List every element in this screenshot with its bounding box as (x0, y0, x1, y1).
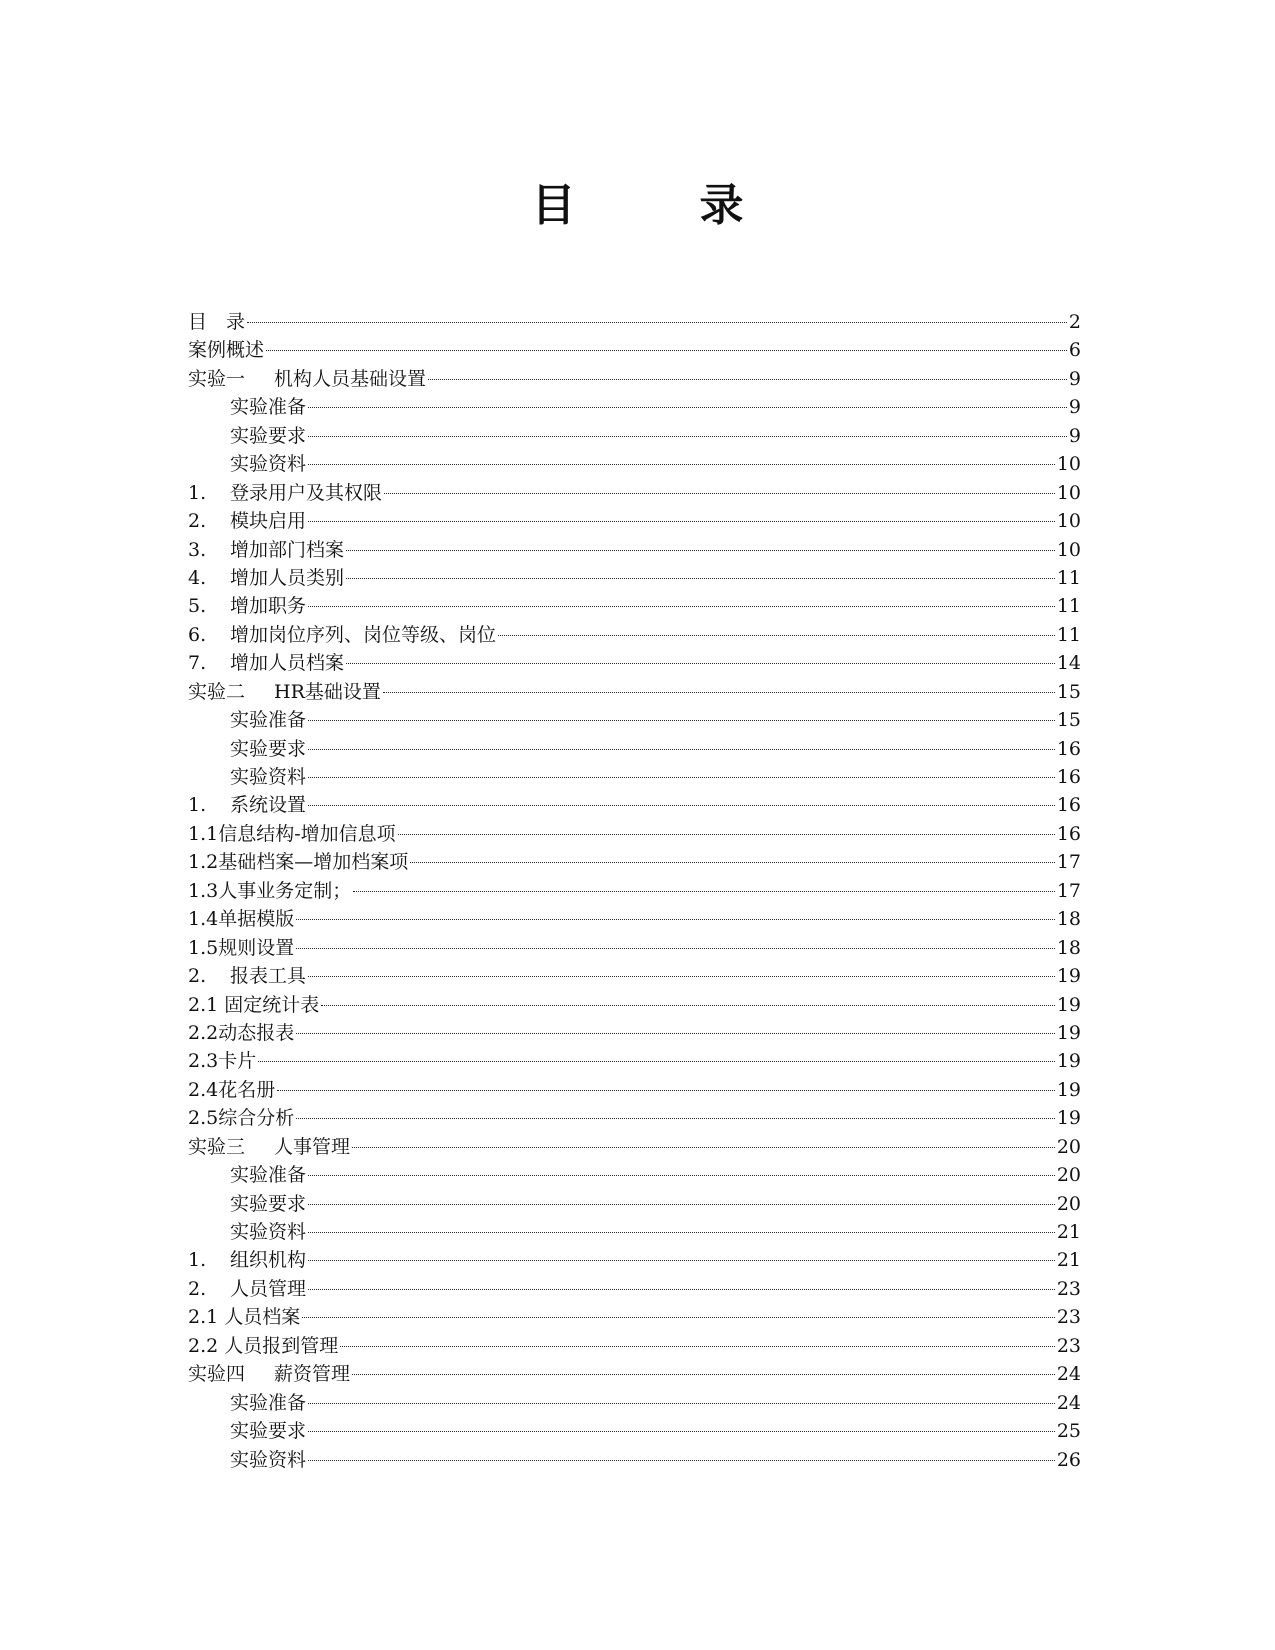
toc-page-number: 24 (1056, 1391, 1081, 1414)
toc-entry[interactable] (188, 877, 1081, 905)
toc-page-number: 18 (1056, 908, 1081, 931)
toc-page-number: 15 (1056, 709, 1081, 732)
toc-dot-leader (296, 919, 1055, 920)
toc-entry-title: 2.1 人员档案 (188, 1306, 301, 1329)
toc-page-number: 23 (1056, 1334, 1081, 1357)
toc-entry-title: 实验资料 (230, 1448, 307, 1471)
toc-entry-number: 6. (188, 623, 207, 646)
toc-entry[interactable] (188, 1076, 1081, 1104)
toc-dot-leader (308, 521, 1055, 522)
toc-page-number: 21 (1056, 1221, 1081, 1243)
toc-entry[interactable] (188, 1303, 1081, 1331)
toc-entry-title: 目 录 (188, 311, 246, 333)
toc-entry-title: 2.1 固定统计表 (188, 993, 320, 1016)
toc-dot-leader (258, 1061, 1055, 1062)
toc-page-number: 10 (1056, 453, 1081, 476)
toc-entry[interactable] (188, 1133, 1081, 1161)
toc-page-number: 6 (1068, 339, 1081, 362)
toc-entry-title: 实验准备 (230, 1391, 307, 1414)
toc-dot-leader (384, 493, 1055, 494)
toc-dot-leader (352, 1147, 1055, 1148)
toc-page-number: 11 (1056, 595, 1081, 618)
toc-dot-leader (247, 322, 1067, 323)
toc-entry-number: 2. (188, 1277, 207, 1300)
toc-entry-title: 实验资料 (230, 1221, 307, 1243)
toc-dot-leader (308, 1260, 1055, 1261)
toc-page-number: 14 (1056, 652, 1081, 675)
toc-page-number: 18 (1056, 936, 1081, 959)
toc-dot-leader (353, 891, 1055, 892)
toc-page-number: 9 (1068, 396, 1081, 419)
toc-entry[interactable] (188, 1417, 1081, 1445)
toc-dot-leader (346, 663, 1055, 664)
toc-dot-leader (428, 379, 1067, 380)
toc-dot-leader (308, 464, 1055, 465)
toc-entry[interactable] (188, 1047, 1081, 1075)
toc-dot-leader (346, 578, 1055, 579)
toc-entry-title: 2.2 人员报到管理 (188, 1334, 339, 1357)
toc-entry-title: 增加人员档案 (230, 652, 345, 675)
toc-page-number: 23 (1056, 1277, 1081, 1300)
toc-entry-title: 1.1信息结构-增加信息项 (188, 822, 396, 845)
toc-chapter-label: 实验四 (188, 1363, 246, 1386)
toc-entry-number: 2. (188, 510, 207, 533)
toc-page-number: 9 (1068, 367, 1081, 390)
toc-entry-title: 1.2基础档案—增加档案项 (188, 851, 409, 874)
toc-dot-leader (308, 976, 1055, 977)
toc-page-number: 11 (1056, 623, 1081, 646)
toc-entry-number: 4. (188, 566, 207, 589)
toc-entry-number: 2. (188, 965, 207, 988)
toc-entry-title: 报表工具 (230, 965, 307, 988)
toc-page-number: 19 (1056, 993, 1081, 1016)
toc-entry-number: 1. (188, 1249, 207, 1272)
toc-dot-leader (308, 407, 1067, 408)
toc-dot-leader (296, 948, 1055, 949)
toc-entry[interactable] (188, 1332, 1081, 1360)
toc-entry-title: 1.3人事业务定制； (188, 879, 352, 902)
toc-entry[interactable] (188, 365, 1081, 393)
table-of-contents (188, 308, 1081, 1474)
toc-entry[interactable] (188, 1389, 1081, 1417)
toc-entry[interactable] (188, 1161, 1081, 1189)
toc-entry[interactable] (188, 678, 1081, 706)
toc-dot-leader (296, 1033, 1055, 1034)
toc-page-number: 20 (1056, 1192, 1081, 1215)
toc-page-number: 16 (1056, 766, 1081, 788)
toc-dot-leader (308, 777, 1055, 778)
toc-entry[interactable] (188, 450, 1081, 478)
toc-dot-leader (277, 1090, 1055, 1091)
toc-entry-title: 人事管理 (274, 1135, 351, 1158)
toc-page-number: 16 (1056, 794, 1081, 817)
toc-entry-title: 人员管理 (230, 1277, 307, 1300)
toc-page-number: 2 (1068, 311, 1081, 333)
toc-entry-title: 系统设置 (230, 794, 307, 817)
toc-entry-number: 3. (188, 538, 207, 561)
toc-page-number: 15 (1056, 680, 1081, 703)
toc-entry-title: 实验要求 (230, 737, 307, 760)
toc-entry-title: 登录用户及其权限 (230, 481, 383, 504)
toc-entry-number: 1. (188, 481, 207, 504)
toc-dot-leader (308, 1460, 1055, 1461)
toc-chapter-label: 实验一 (188, 367, 246, 390)
toc-entry[interactable] (188, 1104, 1081, 1132)
toc-page-number: 17 (1056, 851, 1081, 874)
toc-entry[interactable] (188, 308, 1081, 336)
toc-entry-title: 实验资料 (230, 453, 307, 476)
toc-entry-title: 实验准备 (230, 1164, 307, 1187)
toc-dot-leader (308, 606, 1055, 607)
toc-entry-title: 1.4单据模版 (188, 908, 295, 931)
toc-entry[interactable] (188, 1218, 1081, 1246)
toc-entry-title: 模块启用 (230, 510, 307, 533)
toc-page-number: 11 (1056, 566, 1081, 589)
toc-entry[interactable] (188, 791, 1081, 819)
toc-page-number: 16 (1056, 822, 1081, 845)
toc-entry[interactable] (188, 735, 1081, 763)
toc-page-number: 23 (1056, 1306, 1081, 1329)
toc-entry[interactable] (188, 621, 1081, 649)
toc-entry-title: 实验要求 (230, 424, 307, 447)
toc-dot-leader (308, 1232, 1055, 1233)
toc-dot-leader (296, 1118, 1055, 1119)
toc-page-number: 20 (1056, 1135, 1081, 1158)
toc-entry[interactable] (188, 1019, 1081, 1047)
toc-entry[interactable] (188, 820, 1081, 848)
toc-page-number: 20 (1056, 1164, 1081, 1187)
toc-page-number: 16 (1056, 737, 1081, 760)
toc-entry[interactable] (188, 848, 1081, 876)
toc-entry-number: 7. (188, 652, 207, 675)
toc-entry-title: 组织机构 (230, 1249, 307, 1272)
toc-entry-title: 增加人员类别 (230, 566, 345, 589)
toc-entry[interactable] (188, 592, 1081, 620)
toc-entry-title: 机构人员基础设置 (274, 367, 427, 390)
toc-entry[interactable] (188, 706, 1081, 734)
toc-dot-leader (308, 720, 1055, 721)
toc-dot-leader (340, 1346, 1055, 1347)
toc-dot-leader (308, 749, 1055, 750)
toc-page-number: 21 (1056, 1249, 1081, 1272)
toc-entry-title: 实验准备 (230, 709, 307, 732)
toc-entry[interactable] (188, 564, 1081, 592)
toc-dot-leader (308, 436, 1067, 437)
toc-page-number: 19 (1056, 1050, 1081, 1073)
toc-page-number: 10 (1056, 481, 1081, 504)
toc-entry-title: 增加部门档案 (230, 538, 345, 561)
toc-entry-number: 1. (188, 794, 207, 817)
toc-entry[interactable] (188, 905, 1081, 933)
toc-entry[interactable] (188, 649, 1081, 677)
toc-dot-leader (498, 635, 1055, 636)
toc-dot-leader (308, 1403, 1055, 1404)
toc-page-number: 25 (1056, 1420, 1081, 1443)
toc-entry[interactable] (188, 479, 1081, 507)
toc-dot-leader (308, 1204, 1055, 1205)
toc-entry-title: 增加职务 (230, 595, 307, 618)
toc-entry[interactable] (188, 763, 1081, 791)
toc-entry[interactable] (188, 934, 1081, 962)
toc-entry[interactable] (188, 1446, 1081, 1474)
toc-dot-leader (308, 1431, 1055, 1432)
toc-dot-leader (308, 1175, 1055, 1176)
toc-entry-title: 2.3卡片 (188, 1050, 257, 1073)
toc-entry-title: 2.5综合分析 (188, 1107, 295, 1130)
toc-entry[interactable] (188, 507, 1081, 535)
toc-entry[interactable] (188, 336, 1081, 364)
toc-page-number: 24 (1056, 1363, 1081, 1386)
toc-entry-title: 2.2动态报表 (188, 1021, 295, 1044)
toc-chapter-label: 实验三 (188, 1135, 246, 1158)
toc-page-number: 19 (1056, 1107, 1081, 1130)
toc-dot-leader (266, 350, 1067, 351)
toc-entry[interactable] (188, 962, 1081, 990)
toc-entry-title: 实验要求 (230, 1192, 307, 1215)
toc-entry[interactable] (188, 393, 1081, 421)
toc-page-number: 10 (1056, 510, 1081, 533)
toc-entry-title: 案例概述 (188, 339, 265, 362)
page-title: 目 录 (531, 180, 784, 231)
toc-entry[interactable] (188, 422, 1081, 450)
toc-dot-leader (321, 1005, 1055, 1006)
toc-page-number: 26 (1056, 1448, 1081, 1471)
toc-dot-leader (302, 1317, 1055, 1318)
toc-entry-title: 1.5规则设置 (188, 936, 295, 959)
toc-entry-number: 5. (188, 595, 207, 618)
toc-entry-title: 实验资料 (230, 766, 307, 788)
toc-entry[interactable] (188, 1190, 1081, 1218)
toc-entry-title: 2.4花名册 (188, 1078, 276, 1101)
toc-entry-title: HR基础设置 (274, 680, 381, 703)
toc-dot-leader (308, 1289, 1055, 1290)
toc-entry-title: 实验要求 (230, 1420, 307, 1443)
toc-dot-leader (346, 550, 1055, 551)
toc-page-number: 19 (1056, 1021, 1081, 1044)
toc-entry[interactable] (188, 536, 1081, 564)
toc-entry-title: 薪资管理 (274, 1363, 351, 1386)
toc-page-number: 17 (1056, 879, 1081, 902)
toc-page-number: 19 (1056, 965, 1081, 988)
toc-page-number: 19 (1056, 1078, 1081, 1101)
toc-dot-leader (410, 862, 1055, 863)
toc-dot-leader (383, 692, 1055, 693)
toc-entry-title: 增加岗位序列、岗位等级、岗位 (230, 623, 497, 646)
toc-dot-leader (352, 1374, 1055, 1375)
toc-entry[interactable] (188, 1360, 1081, 1388)
toc-entry[interactable] (188, 1275, 1081, 1303)
toc-page-number: 9 (1068, 424, 1081, 447)
toc-entry-title: 实验准备 (230, 396, 307, 419)
toc-chapter-label: 实验二 (188, 680, 246, 703)
toc-page-number: 10 (1056, 538, 1081, 561)
toc-dot-leader (398, 834, 1055, 835)
toc-entry[interactable] (188, 991, 1081, 1019)
toc-dot-leader (308, 805, 1055, 806)
toc-entry[interactable] (188, 1246, 1081, 1274)
